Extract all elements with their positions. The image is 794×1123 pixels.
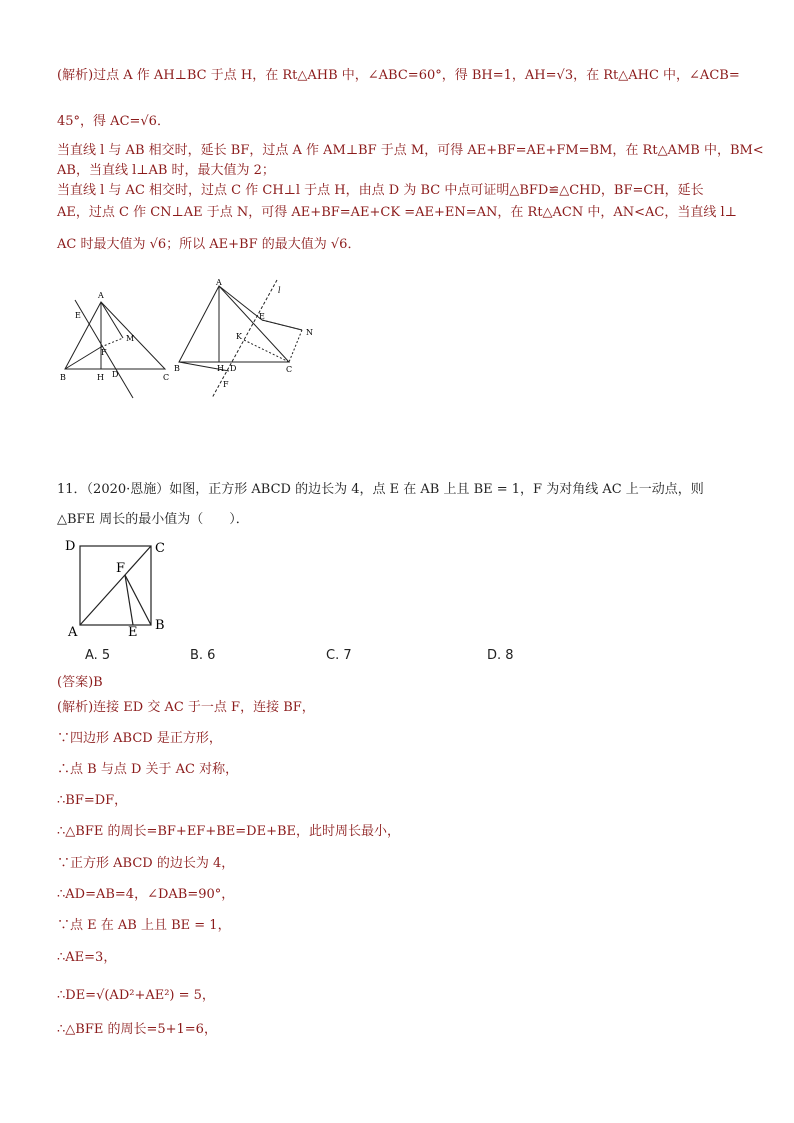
fig2-label-f: F	[223, 380, 229, 389]
solution-line-4: AB，当直线 l⊥AB 时，最大值为 2；	[57, 163, 275, 178]
option-b: B. 6	[190, 648, 216, 663]
triangle-figure-1	[55, 285, 180, 405]
fig2-label-e: E	[259, 312, 265, 321]
sol-line-6: ∵正方形 ABCD 的边长为 4，	[57, 856, 235, 871]
solution-line-6: AE，过点 C 作 CN⊥AE 于点 N，可得 AE+BF=AE+CK =AE+EN=AN，在 Rt△ACN 中，AN<AC，当直线 l⊥	[57, 205, 737, 220]
sol-line-1: (解析)连接 ED 交 AC 于一点 F，连接 BF，	[57, 700, 315, 715]
solution-line-7: AC 时最大值为 √6；所以 AE+BF 的最大值为 √6．	[57, 237, 361, 252]
fig1-label-a: A	[98, 291, 104, 300]
option-d: D. 8	[487, 648, 514, 663]
square-label-c: C	[155, 541, 165, 556]
option-c: C. 7	[326, 648, 352, 663]
question-11-stem-1: 11．（2020·恩施）如图，正方形 ABCD 的边长为 4，点 E 在 AB 上且 BE = 1，F 为对角线 AC 上一动点，则	[57, 482, 704, 497]
sol-line-10: ∴DE=√(AD²+AE²) = 5，	[57, 988, 215, 1003]
sol-line-3: ∴点 B 与点 D 关于 AC 对称，	[57, 762, 239, 777]
solution-line-5: 当直线 l 与 AC 相交时，过点 C 作 CH⊥l 于点 H，由点 D 为 BC 中点可证明△BFD≌△CHD，BF=CH，延长	[57, 183, 704, 198]
answer-line: (答案)B	[57, 675, 103, 690]
fig1-label-b: B	[60, 373, 66, 382]
fig1-label-d: D	[112, 370, 119, 379]
sol-line-4: ∴BF=DF，	[57, 793, 128, 808]
fig1-label-c: C	[163, 373, 170, 382]
solution-line-1: (解析)过点 A 作 AH⊥BC 于点 H，在 Rt△AHB 中，∠ABC=60°，得 BH=1，AH=√3，在 Rt△AHC 中，∠ACB=	[57, 68, 740, 83]
solution-line-3: 当直线 l 与 AB 相交时，延长 BF，过点 A 作 AM⊥BF 于点 M，可得 AE+BF=AE+FM=BM，在 Rt△AMB 中，BM<	[57, 143, 764, 158]
fig2-label-k: K	[236, 332, 242, 341]
fig2-label-h: H	[217, 364, 224, 373]
fig2-label-c: C	[286, 365, 293, 374]
fig1-label-h: H	[97, 373, 104, 382]
square-label-d: D	[65, 539, 76, 554]
square-label-b: B	[155, 618, 165, 633]
fig1-label-f: F	[101, 348, 107, 357]
fig2-label-b: B	[174, 364, 180, 373]
triangle-figure-2	[172, 275, 327, 405]
sol-line-5: ∴△BFE 的周长=BF+EF+BE=DE+BE，此时周长最小，	[57, 824, 401, 839]
square-label-e: E	[128, 625, 138, 640]
solution-line-2: 45°，得 AC=√6．	[57, 114, 170, 129]
question-11-stem-2: △BFE 周长的最小值为（ ）．	[57, 512, 249, 527]
sol-line-9: ∴AE=3，	[57, 950, 117, 965]
fig2-label-a: A	[216, 278, 222, 287]
sol-line-7: ∴AD=AB=4，∠DAB=90°，	[57, 887, 235, 902]
fig1-label-m: M	[126, 334, 135, 343]
fig2-label-n: N	[306, 328, 313, 337]
fig2-label-l: l	[278, 286, 281, 295]
square-figure	[60, 535, 175, 640]
sol-line-2: ∵四边形 ABCD 是正方形，	[57, 731, 222, 746]
sol-line-11: ∴△BFE 的周长=5+1=6，	[57, 1022, 217, 1037]
fig1-label-e: E	[75, 311, 81, 320]
square-label-a: A	[68, 625, 78, 640]
option-a: A. 5	[85, 648, 111, 663]
square-label-f: F	[116, 561, 126, 576]
fig2-label-d: D	[230, 364, 237, 373]
sol-line-8: ∵点 E 在 AB 上且 BE = 1，	[57, 918, 231, 933]
